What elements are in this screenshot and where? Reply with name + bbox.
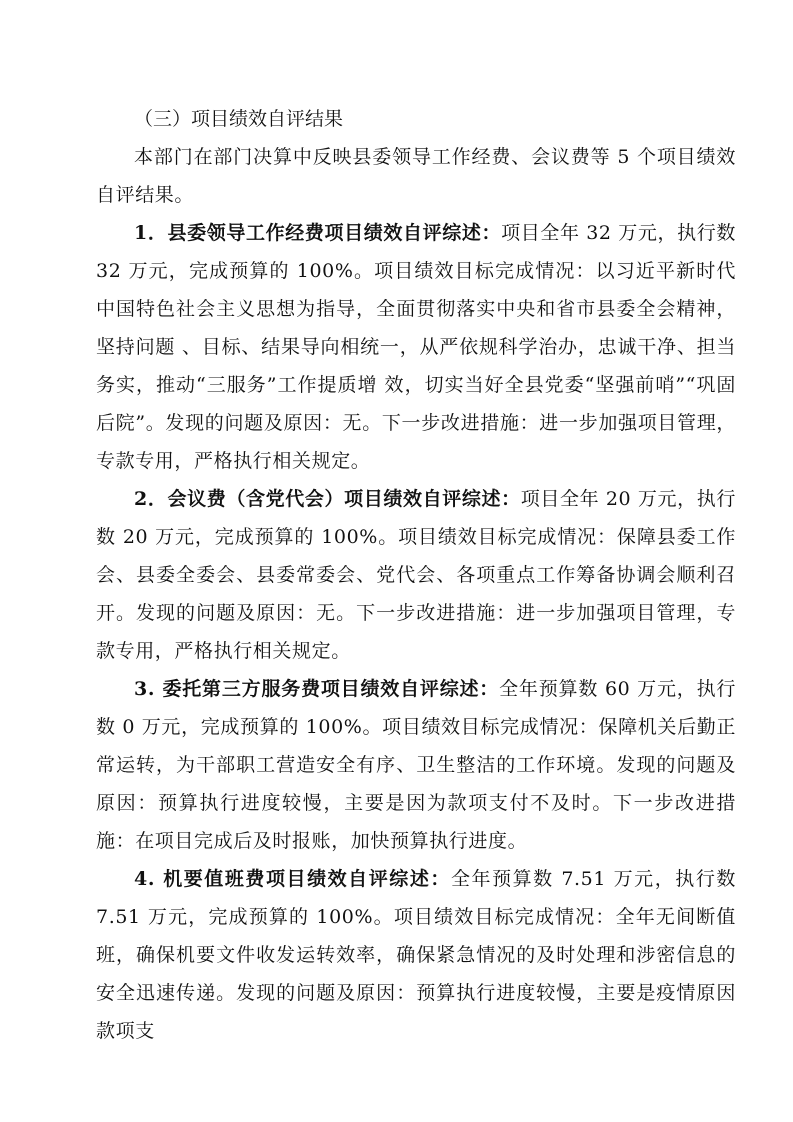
item-2-title: 2．会议费（含党代会）项目绩效自评综述： [134, 488, 521, 510]
item-4-title: 4. 机要值班费项目绩效自评综述： [134, 868, 451, 890]
item-3-paragraph [96, 670, 736, 860]
item-2-body: 项目全年 20 万元，执行数 20 万元，完成预算的 100%。项目绩效目标完成情况：保障县委工作会、县委全委会、县委常委会、党代会、各项重点工作筹备协调会顺利召开。发现的问题及原因：无。下一步改进措施：进一步加强项目管理，专款专用，严格执行相关规定。 [96, 488, 736, 662]
item-1-paragraph [96, 214, 736, 480]
item-3-title: 3. 委托第三方服务费项目绩效自评综述： [134, 678, 500, 700]
document-body [96, 100, 736, 1050]
intro-paragraph: 本部门在部门决算中反映县委领导工作经费、会议费等 5 个项目绩效自评结果。 [96, 146, 736, 206]
item-4-paragraph [96, 860, 736, 1050]
section-heading: （三）项目绩效自评结果 [134, 108, 344, 130]
item-4-body: 全年预算数 7.51 万元，执行数 7.51 万元，完成预算的 100%。项目绩效目标完成情况：全年无间断值班，确保机要文件收发运转效率，确保紧急情况的及时处理和涉密信息的安全迅速传递。发现的问题及原因：预算执行进度较慢，主要是疫情原因款项支 [96, 868, 736, 1042]
item-3-body: 全年预算数 60 万元，执行数 0 万元，完成预算的 100%。项目绩效目标完成情况：保障机关后勤正常运转，为干部职工营造安全有序、卫生整洁的工作环境。发现的问题及原因：预算执行进度较慢，主要是因为款项支付不及时。下一步改进措施：在项目完成后及时报账，加快预算执行进度。 [96, 678, 736, 852]
item-1-title: 1．县委领导工作经费项目绩效自评综述： [134, 222, 502, 244]
item-1-body: 项目全年 32 万元，执行数 32 万元，完成预算的 100%。项目绩效目标完成情况：以习近平新时代中国特色社会主义思想为指导，全面贯彻落实中央和省市县委全会精神，坚持问题 、目标、结果导向相统一，从严依规科学治办，忠诚干净、担当务实，推动“三服务”工作提质增 效，切实当好全县党委“坚强前哨”“巩固后院”。发现的问题及原因：无。下一步改进措施：进一步加强项目管理，专款专用，严格执行相关规定。 [96, 222, 736, 472]
item-2-paragraph [96, 480, 736, 670]
